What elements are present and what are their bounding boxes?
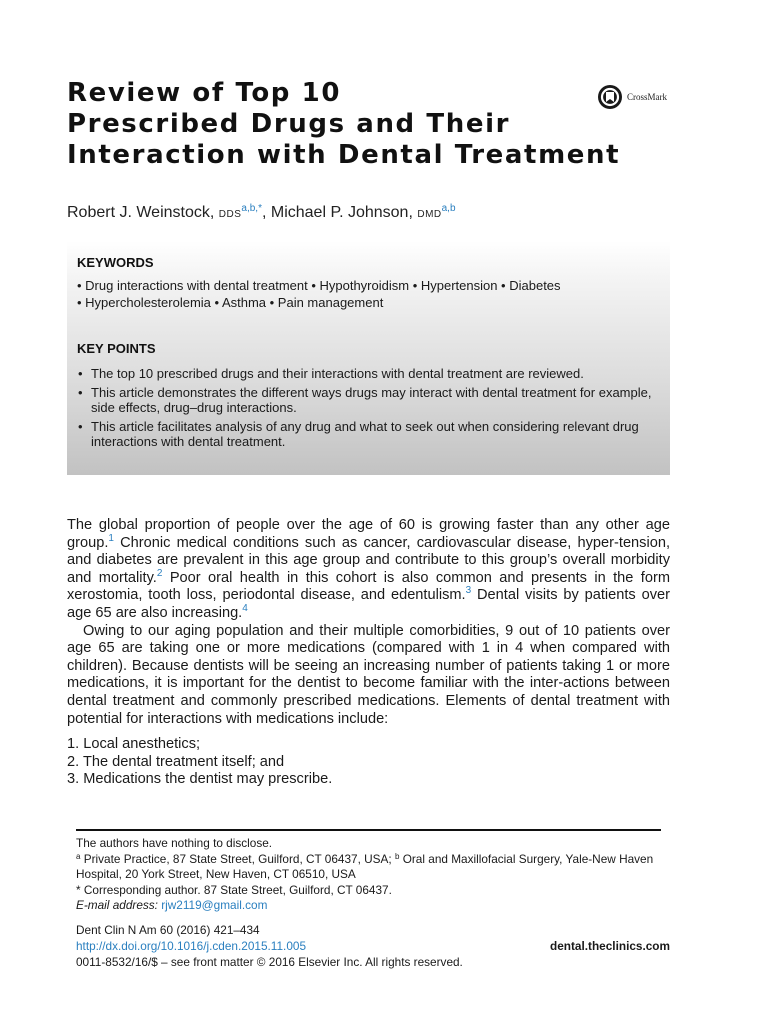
- author-degree: DDS: [218, 209, 242, 220]
- corresponding-author-note: * Corresponding author. 87 State Street, Guilford, CT 06437.: [76, 882, 392, 897]
- key-points-list: [77, 366, 662, 453]
- reference-link[interactable]: 2: [156, 567, 163, 579]
- body-sentence: The global proportion of people over the age of 60 is growing faster than any other age group.: [67, 517, 670, 551]
- journal-info: [76, 922, 670, 970]
- disclosure-note: The authors have nothing to disclose.: [76, 836, 273, 850]
- author-name: Robert J. Weinstock,: [67, 204, 215, 221]
- email-note: [76, 898, 664, 914]
- affiliation-marker: a: [76, 851, 81, 861]
- author-affiliation-ref[interactable]: a,b: [441, 203, 456, 214]
- body-paragraph: Owing to our aging population and their multiple comorbidities, 9 out of 10 patients over age 65 are taking one or more medications (compared with 1 in 4 when compared with children). Because dentists will be seeing an increasing number of patients taking 1 or more medications, it is important for the dentist to become familiar with the inter-actions between dental treatment and commonly prescribed medications. Elements of dental treatment with potential for interactions with medications include:: [67, 622, 670, 727]
- author-name: Michael P. Johnson,: [270, 204, 413, 221]
- affiliation-text: Private Practice, 87 State Street, Guilford, CT 06437, USA;: [80, 851, 395, 866]
- title-line: Review of Top 10: [67, 78, 342, 108]
- article-body: [67, 517, 670, 789]
- body-sentence: Dental visits by patients over age 65 are also increasing.: [67, 587, 670, 621]
- keywords-line: • Drug interactions with dental treatment • Hypothyroidism • Hypertension • Diabetes: [77, 278, 561, 293]
- body-sentence: Poor oral health in this cohort is also common and presents in the form xerostomia, tooth loss, periodontal disease, and edentulism.: [67, 569, 670, 604]
- author-separator: ,: [261, 204, 267, 221]
- journal-website-link[interactable]: dental.theclinics.com: [550, 939, 670, 953]
- numbered-list-item: 3. Medications the dentist may prescribe.: [67, 771, 333, 788]
- author-line: [67, 204, 456, 222]
- crossmark-badge[interactable]: [597, 84, 667, 110]
- title-line: Interaction with Dental Treatment: [67, 140, 621, 170]
- numbered-list-item: 1. Local anesthetics;: [67, 736, 201, 753]
- affiliation-text: Oral and Maxillofacial Surgery, Yale-New Haven Hospital, 20 York Street, New Haven, CT 06510, USA: [76, 851, 654, 881]
- body-paragraph: [67, 517, 670, 623]
- key-points-heading: KEY POINTS: [77, 341, 156, 356]
- doi-link[interactable]: http://dx.doi.org/10.1016/j.cden.2015.11.005: [76, 939, 306, 953]
- author-degree: DMD: [417, 209, 442, 220]
- affiliations-note: [76, 852, 664, 883]
- email-label: E-mail address:: [76, 898, 158, 912]
- author-affiliation-ref[interactable]: a,b,*: [241, 203, 262, 214]
- body-sentence: Chronic medical conditions such as cancer, cardiovascular disease, hyper-tension, and diabetes are prevalent in this age group and contribute to this group’s overall morbidity and mortality.: [67, 534, 670, 586]
- keywords-heading: KEYWORDS: [77, 255, 154, 270]
- copyright-line: 0011-8532/16/$ – see front matter © 2016 Elsevier Inc. All rights reserved.: [76, 955, 463, 969]
- key-point-item: • The top 10 prescribed drugs and their interactions with dental treatment are reviewed.: [77, 366, 662, 381]
- email-link[interactable]: rjw2119@gmail.com: [161, 898, 268, 912]
- crossmark-label: CrossMark: [627, 92, 667, 102]
- affiliation-marker: b: [394, 851, 400, 861]
- footnote-divider: [76, 829, 661, 831]
- key-point-item: • This article demonstrates the different ways drugs may interact with dental treatment for example, side effects, drug–drug interactions.: [77, 385, 662, 415]
- numbered-list: [67, 736, 670, 789]
- footnotes: [76, 836, 664, 914]
- reference-link[interactable]: 4: [242, 602, 248, 614]
- title-line: Prescribed Drugs and Their: [67, 109, 511, 139]
- journal-citation: Dent Clin N Am 60 (2016) 421–434: [76, 923, 260, 937]
- article-title: [67, 78, 621, 171]
- key-point-item: • This article facilitates analysis of any drug and what to seek out when considering relevant drug interactions with dental treatment.: [77, 419, 662, 449]
- numbered-list-item: 2. The dental treatment itself; and: [67, 753, 285, 770]
- reference-link[interactable]: 1: [108, 532, 114, 544]
- keywords-line: • Hypercholesterolemia • Asthma • Pain management: [77, 295, 384, 310]
- reference-link[interactable]: 3: [465, 585, 472, 597]
- crossmark-icon: [597, 84, 623, 110]
- keywords-keypoints-box: [67, 241, 670, 475]
